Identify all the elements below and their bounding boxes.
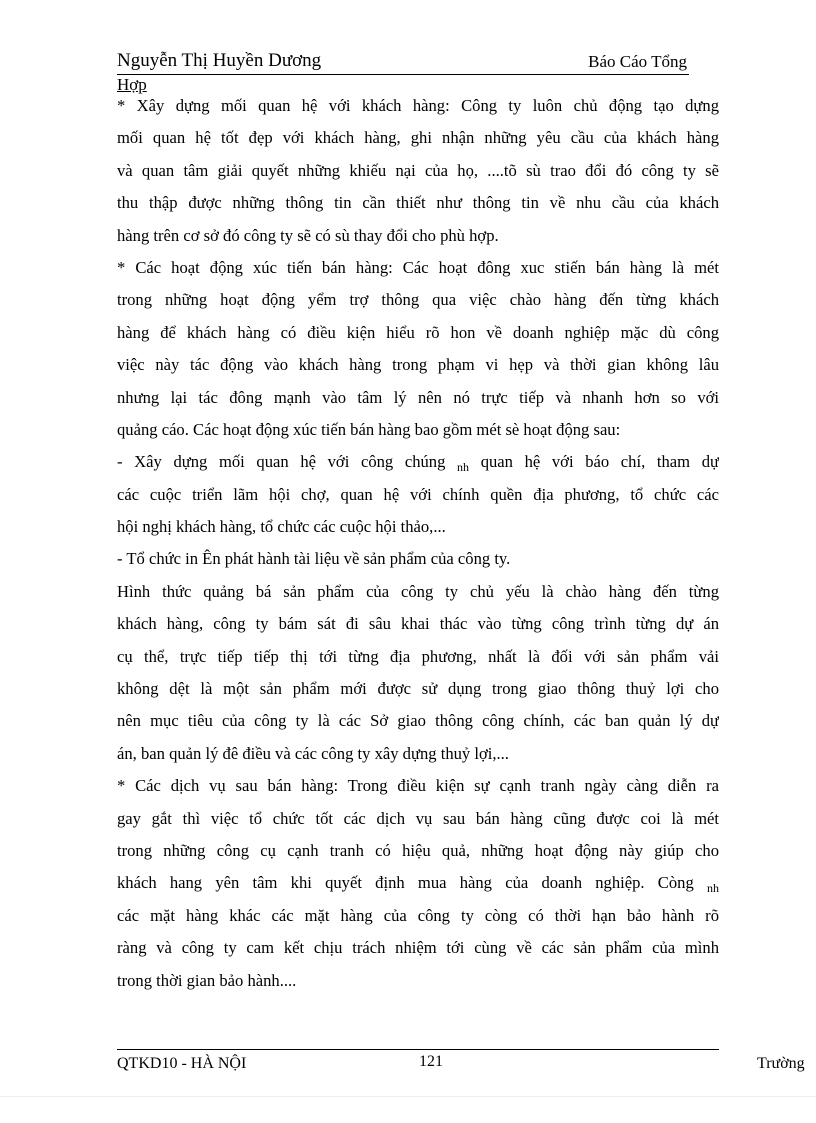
footer-rule	[117, 1049, 719, 1050]
footer-right-text: Trường	[757, 1055, 805, 1072]
body-line-text: - Xây dựng mối quan hệ với công chúng	[117, 452, 446, 472]
body-line	[117, 446, 719, 478]
body-line	[117, 252, 719, 284]
body-line	[117, 803, 719, 835]
body-line-text: * Các hoạt động xúc tiến bán hàng: Các hoạt đông xuc stiến bán hàng là mét	[117, 257, 719, 277]
body-line-text: nhưng lại tác đông mạnh vào tâm lý nên nó trực tiếp và nhanh hơn so với	[117, 387, 719, 407]
body-line	[117, 965, 719, 997]
body-line-text: nên mục tiêu của công ty là các Sở giao thông công chính, các ban quản lý dự	[117, 711, 719, 731]
body-line-text: việc này tác động vào khách hàng trong phạm vi hẹp và thời gian không lâu	[117, 355, 719, 375]
body-line-text: mối quan hệ tốt đẹp với khách hàng, ghi nhận những yêu cầu của khách hàng	[117, 128, 719, 148]
body-line-text: gay gắt thì việc tổ chức tốt các dịch vụ sau bán hàng cũng được coi là mét	[117, 808, 719, 828]
header-title-line1: Báo Cáo Tổng	[588, 52, 687, 71]
body-line	[117, 543, 719, 575]
body-line-text: trong những hoạt động yểm trợ thông qua việc chào hàng đến từng khách	[117, 290, 719, 310]
page-number: 121	[419, 1053, 443, 1070]
body-line-text: cụ thể, trực tiếp tiếp thị tới từng địa phương, nhất là đối với sản phẩm vải	[117, 646, 719, 666]
body-line	[117, 90, 719, 122]
body-line-text: các cuộc triển lãm hội chợ, quan hệ với chính quền địa phương, tổ chức các	[117, 484, 719, 504]
body-line	[117, 900, 719, 932]
body-line-text: khách hang yên tâm khi quyết định mua hàng của doanh nghiệp. Còng	[117, 873, 694, 893]
body-line-text-continued: quan hệ với báo chí, tham dự	[480, 452, 719, 472]
body-line-text: * Các dịch vụ sau bán hàng: Trong điều kiện sự cạnh tranh ngày càng diễn ra	[117, 776, 719, 796]
body-line	[117, 932, 719, 964]
header-author: Nguyễn Thị Huyền Dương	[117, 50, 322, 71]
body-line-subscript: nh	[457, 460, 470, 475]
page-header	[117, 48, 689, 94]
body-line	[117, 187, 719, 219]
body-line	[117, 317, 719, 349]
body-line	[117, 770, 719, 802]
body-line	[117, 349, 719, 381]
page-bottom-edge	[0, 1096, 816, 1097]
body-line-text: * Xây dựng mối quan hệ với khách hàng: Công ty luôn chủ động tạo dựng	[117, 96, 719, 115]
header-title-line2: Hợp	[117, 75, 147, 94]
body-line	[117, 867, 719, 899]
body-line	[117, 284, 719, 316]
body-line	[117, 673, 719, 705]
body-line-text: Hình thức quảng bá sản phẩm của công ty chủ yếu là chào hàng đến từng	[117, 581, 719, 601]
body-line-text: hàng để khách hàng có điều kiện hiểu rõ hon về doanh nghiệp mặc dù công	[117, 322, 719, 342]
body-line-text: trong những công cụ cạnh tranh có hiệu quả, những hoạt động này giúp cho	[117, 840, 719, 860]
body-line-text: thu thập được những thông tin cần thiết như thông tin về nhu cầu của khách	[117, 193, 719, 213]
body-line-text: trong thời gian bảo hành....	[117, 970, 297, 990]
body-line-text: ràng và công ty cam kết chịu trách nhiệm tới cùng về các sản phẩm của mình	[117, 938, 719, 958]
body-line-text: quảng cáo. Các hoạt động xúc tiến bán hàng bao gồm mét sè hoạt động sau:	[117, 419, 621, 439]
body-line-text: hội nghị khách hàng, tổ chức các cuộc hội thảo,...	[117, 517, 446, 537]
body-line-text: và quan tâm giải quyết những khiếu nại của họ, ....tõ sù trao đổi đó công ty sẽ	[117, 160, 719, 180]
body-line-text: án, ban quản lý đê điều và các công ty xây dựng thuỷ lợi,...	[117, 743, 509, 763]
body-line-text: không dệt là một sản phẩm mới được sử dụng trong giao thông thuỷ lợi cho	[117, 679, 719, 699]
body-line	[117, 414, 719, 446]
body-line	[117, 738, 719, 770]
body-line	[117, 705, 719, 737]
body-line-text: hàng trên cơ sở đó công ty sẽ có sù thay đổi cho phù hợp.	[117, 225, 499, 245]
body-line	[117, 155, 719, 187]
body-line	[117, 576, 719, 608]
body-text	[117, 90, 719, 997]
body-line-text: - Tổ chức in Ên phát hành tài liệu về sản phẩm của công ty.	[117, 549, 511, 569]
header-rule	[117, 48, 689, 75]
body-line	[117, 511, 719, 543]
body-line	[117, 382, 719, 414]
body-line	[117, 835, 719, 867]
body-line	[117, 220, 719, 252]
footer-left-text: QTKD10 - HÀ NỘI	[117, 1055, 247, 1072]
body-line	[117, 641, 719, 673]
body-line-subscript: nh	[707, 881, 719, 896]
body-line	[117, 479, 719, 511]
body-line	[117, 122, 719, 154]
body-line-text: các mặt hàng khác các mặt hàng của công ty còng có thời hạn bảo hành rõ	[117, 905, 719, 925]
body-line	[117, 608, 719, 640]
body-line-text: khách hàng, công ty bám sát đi sâu khai thác vào từng công trình từng dự án	[117, 614, 719, 634]
